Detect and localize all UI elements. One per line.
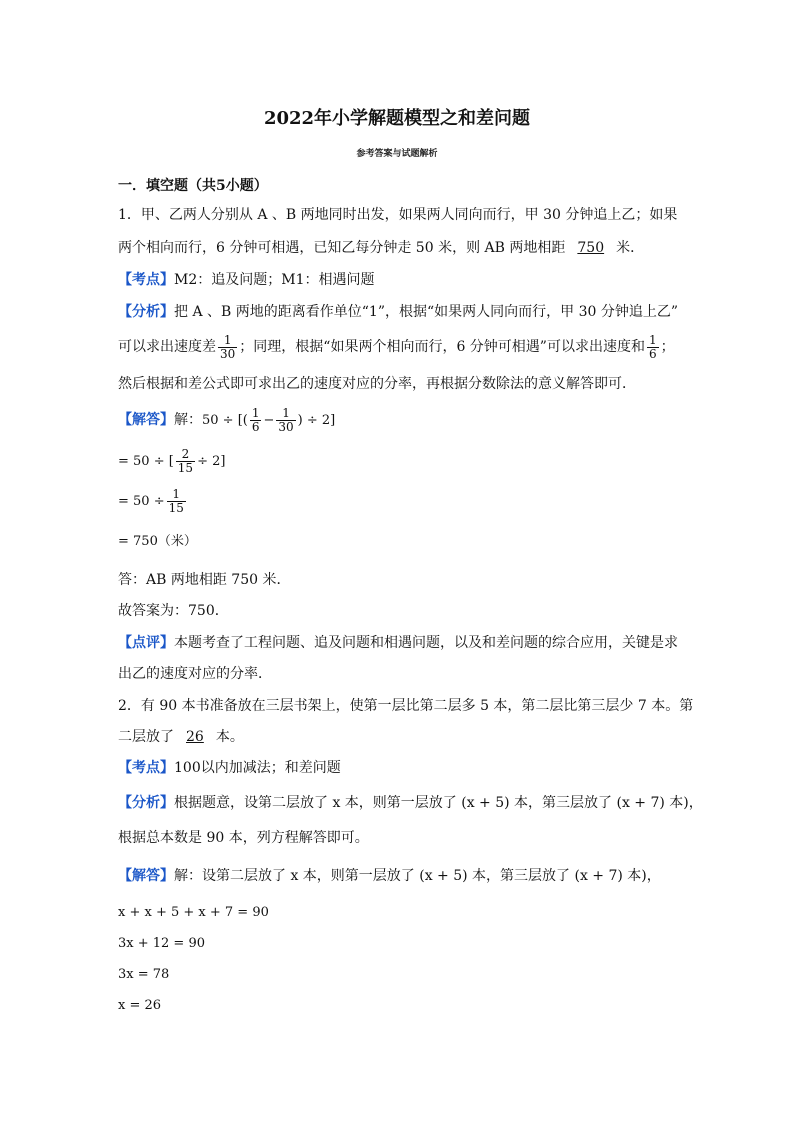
q2-jieda-line: [118, 866, 661, 886]
q2-text-line1: 2．有 90 本书准备放在三层书架上，使第一层比第二层多 5 本，第二层比第三层少 7 本。第: [118, 698, 694, 714]
q2-fenxi-tag: 【分析】: [118, 795, 174, 811]
q2-equation-4: x = 26: [118, 998, 162, 1013]
q2-kaodian-tag: 【考点】: [118, 760, 174, 776]
fraction-2-15: $\frac{2}{15}$: [177, 447, 194, 475]
q2-jieda-tag: 【解答】: [118, 868, 174, 884]
fraction-1-15: $\frac{1}{15}$: [168, 487, 184, 515]
q1-kaodian-tag: 【考点】: [118, 272, 174, 288]
q1-kaodian-text: M2：追及问题；M1：相遇问题: [174, 272, 375, 288]
q2-equation-2: 3x + 12 = 90: [118, 936, 206, 951]
q2-text-line2: [118, 727, 244, 747]
q1-step1-minus: −: [263, 413, 275, 428]
q1-jieda-pre: 解：: [174, 412, 202, 428]
q2-equation-1: x + x + 5 + x + 7 = 90: [118, 905, 269, 920]
q2-kaodian: [118, 758, 341, 778]
q1-text-line2-post: 米．: [616, 240, 645, 256]
fraction-1-30: $\frac{1}{30}$: [220, 332, 236, 361]
q2-text-line2-post: 本。: [215, 729, 244, 745]
q1-step3-a: = 50 ÷: [118, 494, 165, 509]
q1-fenxi-tag: 【分析】: [118, 304, 174, 320]
q1-answer: 750: [577, 240, 605, 256]
q2-equation-3: 3x = 78: [118, 967, 170, 982]
q1-step1-a: 50 ÷ [(: [202, 413, 248, 428]
q1-jieda-step2: [118, 447, 225, 477]
q1-step1-b: ) ÷ 2]: [297, 413, 336, 428]
q1-fenxi-text2-post: ；: [660, 339, 675, 355]
q1-fenxi-text1: 把 A 、B 两地的距离看作单位“1”，根据“如果两人同向而行，甲 30 分钟追上乙”: [174, 304, 678, 320]
q1-jieda-step3: [118, 487, 188, 517]
q1-dianping-line1: [118, 633, 678, 653]
q1-text-line1: 1．甲、乙两人分别从 A 、B 两地同时出发，如果两人同向而行，甲 30 分钟追上乙；如果: [118, 207, 678, 223]
q1-text-line2: [118, 238, 644, 258]
q1-kaodian: [118, 270, 374, 290]
q1-jieda-step1: [118, 405, 335, 436]
q2-fenxi-text1: 根据题意，设第二层放了 x 本，则第一层放了 (x + 5) 本，第三层放了 (x + 7) 本)，: [174, 795, 703, 811]
q1-dianping-text1: 本题考查了工程问题、追及问题和相遇问题，以及和差问题的综合应用，关键是求: [174, 635, 678, 651]
q2-answer: 26: [186, 729, 204, 745]
page-subtitle: 参考答案与试题解析: [356, 149, 438, 159]
q1-dianping-tag: 【点评】: [118, 635, 174, 651]
q1-fenxi-line2: [118, 332, 675, 362]
fraction-1-6-b: $\frac{1}{6}$: [251, 405, 260, 434]
q2-fenxi-line2: 根据总本数是 90 本，列方程解答即可。: [118, 830, 369, 846]
q1-jieda-tag: 【解答】: [118, 412, 174, 428]
q1-step2-b: ÷ 2]: [197, 454, 226, 469]
q1-fenxi-line1: [118, 302, 678, 322]
q2-text-line2-pre: 二层放了: [118, 729, 174, 745]
section-heading: 一．填空题（共5小题）: [118, 178, 268, 194]
q1-fenxi-line3: 然后根据和差公式即可求出乙的速度对应的分率，再根据分数除法的意义解答即可．: [118, 376, 636, 392]
q1-fenxi-text2-pre: 可以求出速度差: [118, 339, 216, 355]
q1-answer-statement: 答：AB 两地相距 750 米．: [118, 572, 291, 588]
page-title: 2022年小学解题模型之和差问题: [263, 108, 531, 129]
q2-kaodian-text: 100以内加减法；和差问题: [174, 760, 341, 776]
q1-jieda-step4: = 750（米）: [118, 534, 197, 549]
fraction-1-30-b: $\frac{1}{30}$: [278, 405, 294, 434]
q1-text-line2-pre: 两个相向而行，6 分钟可相遇，已知乙每分钟走 50 米，则 AB 两地相距: [118, 240, 566, 256]
q1-step2-a: = 50 ÷ [: [118, 454, 174, 469]
q2-fenxi-line1: [118, 793, 703, 813]
q1-fenxi-text2-mid: ；同理，根据“如果两个相向而行，6 分钟可相遇”可以求出速度和: [239, 339, 645, 355]
fraction-1-6: $\frac{1}{6}$: [648, 332, 657, 361]
q1-final-answer: 故答案为：750．: [118, 603, 229, 619]
q2-jieda-text: 解：设第二层放了 x 本，则第一层放了 (x + 5) 本，第三层放了 (x + 7) 本)，: [174, 868, 661, 884]
q1-dianping-line2: 出乙的速度对应的分率．: [118, 666, 272, 682]
